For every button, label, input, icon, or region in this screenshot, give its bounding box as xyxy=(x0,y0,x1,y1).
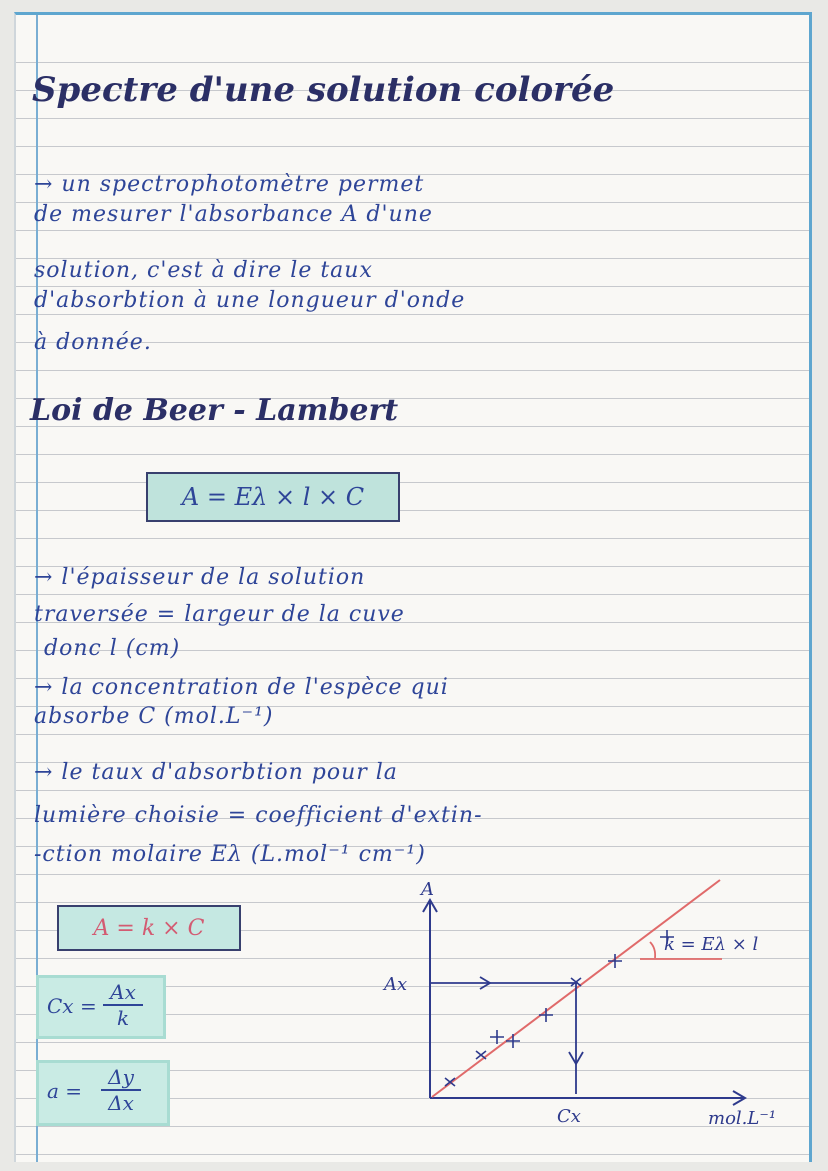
slope-denominator: Δx xyxy=(108,1091,134,1115)
data-point xyxy=(476,1051,486,1059)
proportionality-formula: A = k × C xyxy=(57,905,241,951)
data-point xyxy=(506,1034,520,1048)
cx-denominator: k xyxy=(116,1006,130,1030)
slope-formula-lhs: a = xyxy=(47,1079,83,1103)
law-heading: Loi de Beer - Lambert xyxy=(30,393,399,428)
data-point xyxy=(539,1008,553,1022)
y-axis-label: A xyxy=(421,879,434,900)
intro-line-5: à donnée. xyxy=(34,330,152,355)
page-title: Spectre d'une solution colorée xyxy=(32,70,615,110)
ax-label: Ax xyxy=(384,974,408,995)
definition-line-4: → la concentration de l'espèce qui xyxy=(34,675,449,700)
x-axis-label: mol.L⁻¹ xyxy=(708,1108,777,1129)
cx-formula-lhs: Cx = xyxy=(47,994,97,1018)
beer-lambert-formula: A = Eλ × l × C xyxy=(146,472,400,522)
slope-angle-arc xyxy=(650,942,655,958)
cx-label: Cx xyxy=(557,1106,581,1127)
definition-line-3: donc l (cm) xyxy=(44,636,181,661)
slope-numerator: Δy xyxy=(108,1065,134,1089)
slope-label: k = Eλ × l xyxy=(664,934,759,955)
definition-line-2: traversée = largeur de la cuve xyxy=(34,602,405,627)
definition-line-6: → le taux d'absorbtion pour la xyxy=(34,760,398,785)
data-points xyxy=(445,930,674,1086)
intro-line-3: solution, c'est à dire le taux xyxy=(34,258,373,283)
intro-line-1: → un spectrophotomètre permet xyxy=(34,172,425,197)
intro-line-2: de mesurer l'absorbance A d'une xyxy=(34,202,433,227)
cx-numerator: Ax xyxy=(110,980,136,1004)
definition-line-8: -ction molaire Eλ (L.mol⁻¹ cm⁻¹) xyxy=(34,842,426,867)
intro-line-4: d'absorbtion à une longueur d'onde xyxy=(34,288,466,313)
definition-line-5: absorbe C (mol.L⁻¹) xyxy=(34,704,274,729)
definition-line-7: lumière choisie = coefficient d'extin- xyxy=(34,803,483,828)
definition-line-1: → l'épaisseur de la solution xyxy=(34,565,366,590)
data-point xyxy=(490,1030,504,1044)
